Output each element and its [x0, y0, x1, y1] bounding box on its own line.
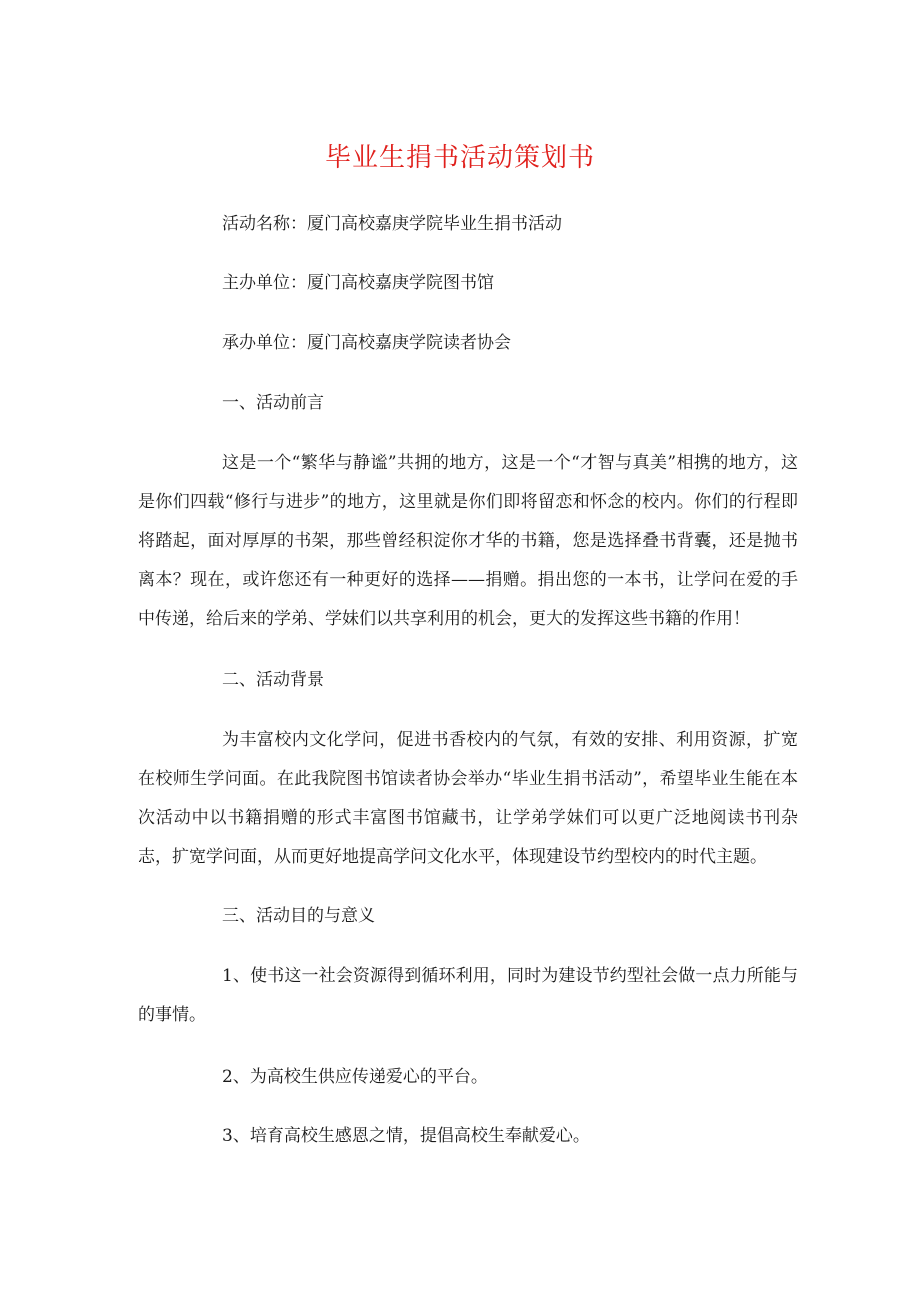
preface-paragraph: 这是一个“繁华与静谧”共拥的地方，这是一个“才智与真美”相携的地方，这是你们四载“修行与进步”的地方，这里就是你们即将留恋和怀念的校内。你们的行程即将踏起，面对厚厚的书架，那些曾经积淀你才华的书籍，您是选择叠书背囊，还是抛书离本？现在，或许您还有一种更好的选择——捐赠。捐出您的一本书，让学问在爱的手中传递，给后来的学弟、学妹们以共享利用的机会，更大的发挥这些书籍的作用！ [138, 453, 798, 629]
purpose-item-3: 3、培育高校生感恩之情，提倡高校生奉献爱心。 [222, 1126, 590, 1146]
purpose-item-1: 1、使书这一社会资源得到循环利用，同时为建设节约型社会做一点力所能与的事情。 [138, 966, 798, 1025]
document-title: 毕业生捐书活动策划书 [324, 143, 595, 173]
purpose-item-2: 2、为高校生供应传递爱心的平台。 [222, 1067, 488, 1087]
co-organizer-line: 承办单位：厦门高校嘉庚学院读者协会 [222, 333, 511, 353]
section-heading-purpose: 三、活动目的与意义 [222, 906, 375, 926]
background-paragraph: 为丰富校内文化学问，促进书香校内的气氛，有效的安排、利用资源，扩宽在校师生学问面。在此我院图书馆读者协会举办“毕业生捐书活动”，希望毕业生能在本次活动中以书籍捐赠的形式丰富图书馆藏书，让学弟学妹们可以更广泛地阅读书刊杂志，扩宽学问面，从而更好地提高学问文化水平，体现建设节约型校内的时代主题。 [138, 730, 798, 867]
section-heading-background: 二、活动背景 [222, 670, 324, 690]
activity-name-line: 活动名称：厦门高校嘉庚学院毕业生捐书活动 [222, 214, 562, 234]
section-heading-preface: 一、活动前言 [222, 393, 324, 413]
organizer-line: 主办单位：厦门高校嘉庚学院图书馆 [222, 273, 494, 293]
